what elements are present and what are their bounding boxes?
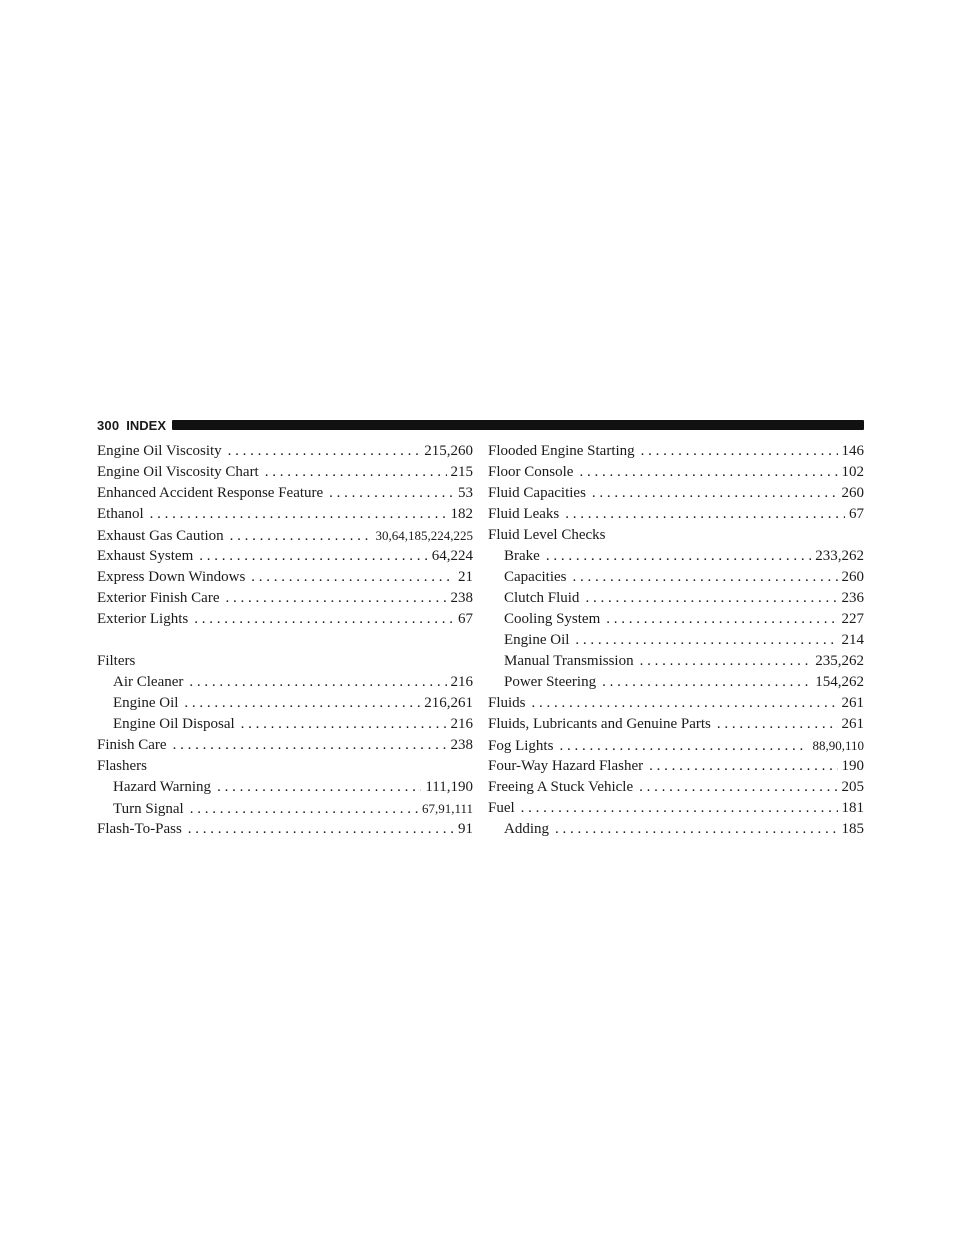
index-entry xyxy=(488,693,864,714)
index-entry xyxy=(488,756,864,777)
entry-label: Flooded Engine Starting xyxy=(488,443,635,459)
entry-label: Clutch Fluid xyxy=(504,590,580,606)
index-entry xyxy=(97,441,473,462)
index-subentry xyxy=(488,546,864,567)
entry-page-ref: 216 xyxy=(450,674,473,690)
dot-leader xyxy=(575,630,837,651)
index-column-right xyxy=(488,441,864,840)
entry-label: Exterior Lights xyxy=(97,611,189,627)
entry-label: Cooling System xyxy=(504,611,601,627)
entry-page-ref: 261 xyxy=(841,716,864,732)
index-column-left xyxy=(97,441,473,840)
page-number: 300 xyxy=(97,417,120,433)
index-entry xyxy=(97,756,473,777)
entry-page-ref: 205 xyxy=(841,779,864,795)
index-subentry xyxy=(488,651,864,672)
entry-label: Engine Oil Viscosity xyxy=(97,443,222,459)
index-entry xyxy=(97,567,473,588)
dot-leader xyxy=(251,567,454,588)
entry-label: Adding xyxy=(504,821,549,837)
dot-leader xyxy=(190,799,418,819)
index-subentry xyxy=(488,588,864,609)
dot-leader xyxy=(241,714,447,735)
entry-page-ref: 227 xyxy=(841,611,864,627)
section-title: INDEX xyxy=(126,417,167,433)
dot-leader xyxy=(555,819,838,840)
entry-page-ref: 238 xyxy=(450,737,473,753)
entry-page-ref: 233,262 xyxy=(815,548,864,564)
dot-leader xyxy=(585,588,837,609)
entry-label: Floor Console xyxy=(488,464,574,480)
entry-label: Turn Signal xyxy=(113,801,184,817)
index-subentry xyxy=(97,798,473,819)
page-header xyxy=(97,417,864,433)
dot-leader xyxy=(194,609,454,630)
dot-leader xyxy=(559,736,808,756)
entry-page-ref: 216,261 xyxy=(424,695,473,711)
dot-leader xyxy=(184,693,420,714)
entry-page-ref: 67 xyxy=(458,611,473,627)
index-entry xyxy=(97,651,473,672)
entry-page-ref: 53 xyxy=(458,485,473,501)
index-subentry xyxy=(97,714,473,735)
dot-leader xyxy=(649,756,837,777)
dot-leader xyxy=(521,798,838,819)
entry-page-ref: 88,90,110 xyxy=(812,738,864,753)
entry-page-ref: 67 xyxy=(849,506,864,522)
index-entry xyxy=(97,504,473,525)
entry-label: Enhanced Accident Response Feature xyxy=(97,485,324,501)
index-subentry xyxy=(97,777,473,798)
entry-label: Fluid Leaks xyxy=(488,506,560,522)
dot-leader xyxy=(217,777,421,798)
entry-label: Engine Oil xyxy=(504,632,570,648)
entry-label: Flash-To-Pass xyxy=(97,821,182,837)
index-entry xyxy=(488,777,864,798)
index-entry xyxy=(488,714,864,735)
entry-label: Power Steering xyxy=(504,674,597,690)
entry-page-ref: 261 xyxy=(841,695,864,711)
entry-page-ref: 146 xyxy=(841,443,864,459)
entry-page-ref: 216 xyxy=(450,716,473,732)
dot-leader xyxy=(641,441,838,462)
dot-leader xyxy=(579,462,837,483)
dot-leader xyxy=(640,651,812,672)
index-entry xyxy=(488,441,864,462)
dot-leader xyxy=(188,819,454,840)
entry-page-ref: 111,190 xyxy=(425,779,473,795)
index-entry xyxy=(488,798,864,819)
entry-page-ref: 260 xyxy=(841,569,864,585)
entry-label: Filters xyxy=(97,653,136,669)
entry-page-ref: 238 xyxy=(450,590,473,606)
dot-leader xyxy=(230,526,372,546)
entry-page-ref: 185 xyxy=(841,821,864,837)
entry-label: Exhaust System xyxy=(97,548,194,564)
entry-label: Engine Oil xyxy=(113,695,179,711)
dot-leader xyxy=(565,504,845,525)
index-subentry xyxy=(488,609,864,630)
dot-leader xyxy=(265,462,447,483)
entry-label: Engine Oil Disposal xyxy=(113,716,235,732)
dot-leader xyxy=(225,588,446,609)
dot-leader xyxy=(546,546,811,567)
dot-leader xyxy=(228,441,421,462)
dot-leader xyxy=(572,567,837,588)
entry-page-ref: 182 xyxy=(450,506,473,522)
dot-leader xyxy=(717,714,838,735)
index-entry xyxy=(488,483,864,504)
entry-page-ref: 215,260 xyxy=(424,443,473,459)
entry-label: Air Cleaner xyxy=(113,674,184,690)
entry-page-ref: 21 xyxy=(458,569,473,585)
entry-label: Freeing A Stuck Vehicle xyxy=(488,779,634,795)
dot-leader xyxy=(150,504,447,525)
entry-label: Express Down Windows xyxy=(97,569,246,585)
entry-page-ref: 181 xyxy=(841,800,864,816)
entry-label: Fluid Capacities xyxy=(488,485,586,501)
entry-page-ref: 214 xyxy=(841,632,864,648)
entry-label: Manual Transmission xyxy=(504,653,634,669)
entry-label: Four-Way Hazard Flasher xyxy=(488,758,644,774)
dot-leader xyxy=(602,672,811,693)
index-entry xyxy=(97,546,473,567)
entry-page-ref: 236 xyxy=(841,590,864,606)
entry-page-ref: 215 xyxy=(450,464,473,480)
dot-leader xyxy=(606,609,837,630)
index-subentry xyxy=(488,630,864,651)
entry-label: Fluids, Lubricants and Genuine Parts xyxy=(488,716,711,732)
entry-label: Exterior Finish Care xyxy=(97,590,220,606)
index-entry xyxy=(97,462,473,483)
index-subentry xyxy=(488,672,864,693)
index-entry xyxy=(97,525,473,546)
header-rule xyxy=(172,420,864,430)
index-subentry xyxy=(488,567,864,588)
dot-leader xyxy=(639,777,837,798)
entry-label: Hazard Warning xyxy=(113,779,212,795)
entry-page-ref: 102 xyxy=(841,464,864,480)
index-entry xyxy=(97,483,473,504)
index-entry xyxy=(488,504,864,525)
dot-leader xyxy=(173,735,447,756)
entry-page-ref: 260 xyxy=(841,485,864,501)
dot-leader xyxy=(532,693,838,714)
entry-label: Fluids xyxy=(488,695,526,711)
entry-label: Fuel xyxy=(488,800,515,816)
index-entry xyxy=(97,609,473,630)
entry-label: Fog Lights xyxy=(488,738,554,754)
entry-label: Brake xyxy=(504,548,540,564)
index-entry xyxy=(97,588,473,609)
entry-page-ref: 64,224 xyxy=(431,548,473,564)
entry-page-ref: 30,64,185,224,225 xyxy=(375,528,473,543)
entry-label: Capacities xyxy=(504,569,567,585)
index-subentry xyxy=(97,672,473,693)
index-subentry xyxy=(97,693,473,714)
dot-leader xyxy=(592,483,838,504)
entry-label: Exhaust Gas Caution xyxy=(97,528,224,544)
index-entry xyxy=(488,525,864,546)
index-entry xyxy=(488,462,864,483)
entry-page-ref: 91 xyxy=(458,821,473,837)
index-entry xyxy=(97,819,473,840)
dot-leader xyxy=(329,483,454,504)
entry-label: Flashers xyxy=(97,758,147,774)
entry-label: Engine Oil Viscosity Chart xyxy=(97,464,259,480)
entry-page-ref: 235,262 xyxy=(815,653,864,669)
index-entry xyxy=(97,735,473,756)
index-entry xyxy=(488,735,864,756)
entry-page-ref: 190 xyxy=(841,758,864,774)
index-subentry xyxy=(488,819,864,840)
dot-leader xyxy=(199,546,428,567)
dot-leader xyxy=(189,672,446,693)
entry-page-ref: 67,91,111 xyxy=(421,801,473,816)
entry-label: Finish Care xyxy=(97,737,167,753)
entry-label: Ethanol xyxy=(97,506,144,522)
entry-label: Fluid Level Checks xyxy=(488,527,606,543)
entry-page-ref: 154,262 xyxy=(815,674,864,690)
